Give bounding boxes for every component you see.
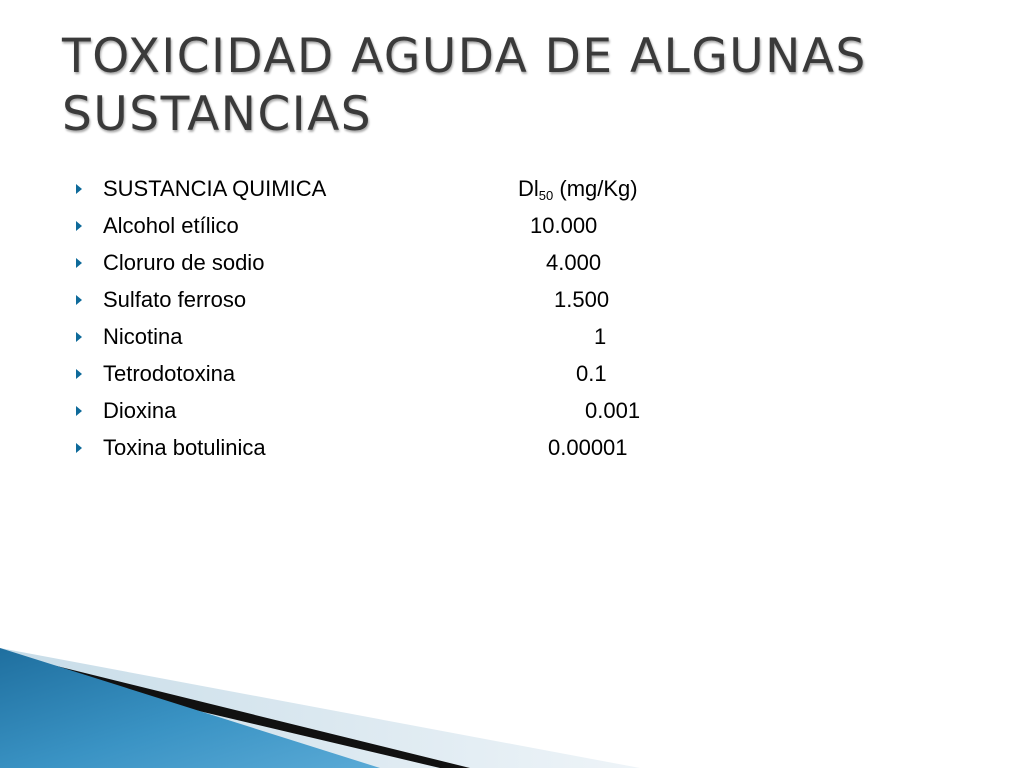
list-header-row <box>0 170 1024 207</box>
slide-title: TOXICIDAD AGUDA DE ALGUNAS SUSTANCIAS <box>62 29 867 142</box>
column-header-ld50: $Dl_{50}$ (mg/Kg) <box>518 176 638 203</box>
ld50-value: 4.000 <box>546 250 602 275</box>
bullet-icon <box>76 258 82 268</box>
bullet-icon <box>76 406 82 416</box>
substance-name: Toxina botulinica <box>103 435 266 460</box>
substance-name: Alcohol etílico <box>103 213 239 238</box>
list-item <box>0 318 1024 355</box>
ld50-value: 0.001 <box>585 398 641 423</box>
list-item <box>0 355 1024 392</box>
toxicity-list <box>0 170 1024 470</box>
list-item <box>0 244 1024 281</box>
substance-name: Tetrodotoxina <box>103 361 236 386</box>
ld50-value: 0.1 <box>576 361 607 386</box>
bullet-icon <box>76 184 82 194</box>
substance-name: Dioxina <box>103 398 177 423</box>
ld50-value: 10.000 <box>530 213 598 238</box>
bullet-icon <box>76 369 82 379</box>
ld50-value: 1.500 <box>554 287 610 312</box>
bullet-icon <box>76 443 82 453</box>
list-item <box>0 281 1024 318</box>
bullet-icon <box>76 221 82 231</box>
list-item <box>0 429 1024 466</box>
blue-wedge <box>0 648 380 768</box>
substance-name: Cloruro de sodio <box>103 250 265 275</box>
ld50-value: 0.00001 <box>548 435 628 460</box>
substance-name: Nicotina <box>103 324 183 349</box>
ld50-value: 1 <box>594 324 607 349</box>
column-header-substance: SUSTANCIA QUIMICA <box>103 176 327 201</box>
bullet-icon <box>76 295 82 305</box>
substance-name: Sulfato ferroso <box>103 287 247 312</box>
bullet-icon <box>76 332 82 342</box>
list-item <box>0 207 1024 244</box>
corner-stripe-decoration <box>0 600 1024 768</box>
list-item <box>0 392 1024 429</box>
